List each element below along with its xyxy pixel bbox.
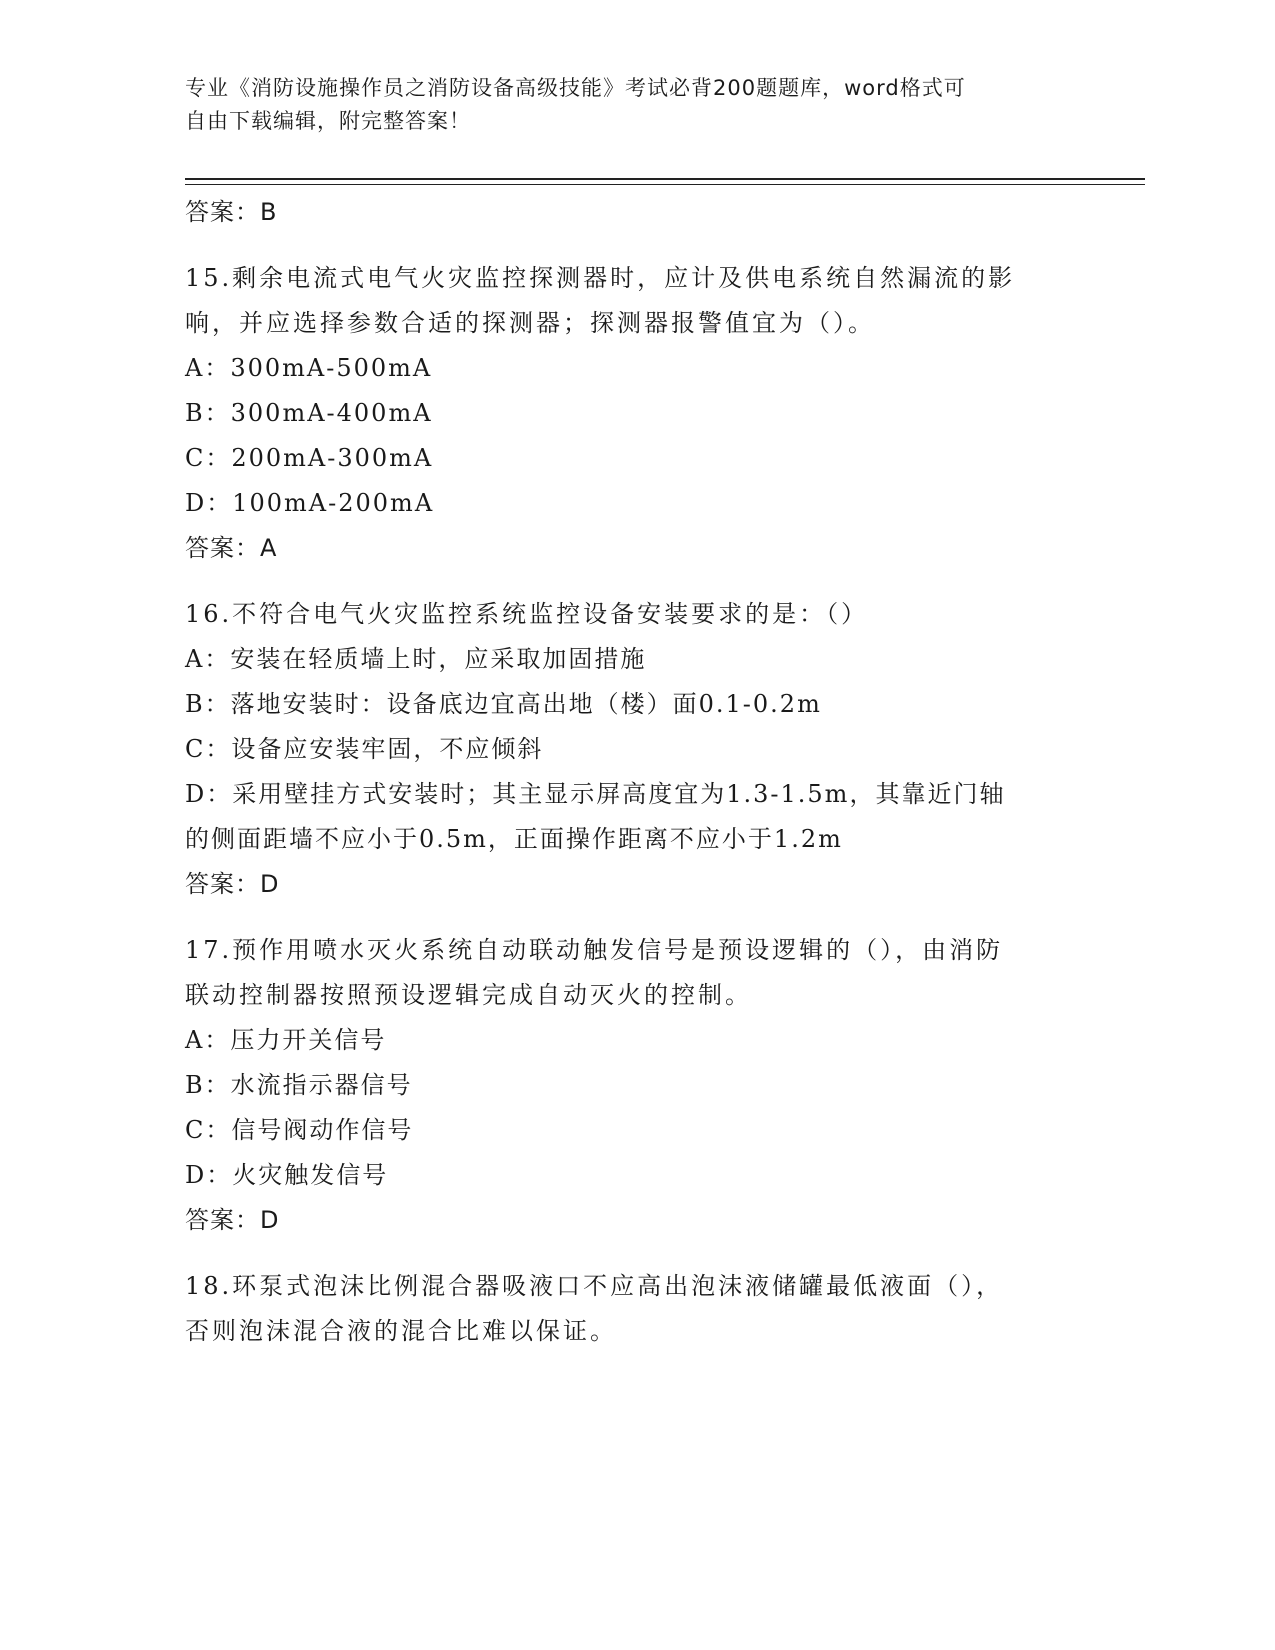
option-c: C：信号阀动作信号 bbox=[185, 1116, 414, 1144]
answer-line: 答案：B bbox=[185, 198, 278, 226]
option-b: B：水流指示器信号 bbox=[185, 1071, 413, 1099]
header-divider-thin bbox=[185, 184, 1145, 185]
answer-line: 答案：A bbox=[185, 534, 278, 562]
option-d: D：采用壁挂方式安装时；其主显示屏高度宜为1.3-1.5m，其靠近门轴 bbox=[185, 780, 1006, 808]
answer-line: 答案：D bbox=[185, 1206, 280, 1234]
option-d: D：100mA-200mA bbox=[185, 489, 435, 517]
question-18 bbox=[185, 1264, 1085, 1354]
option-c: C：设备应安装牢固，不应倾斜 bbox=[185, 735, 544, 763]
header-divider-thick bbox=[185, 178, 1145, 180]
option-b: B：300mA-400mA bbox=[185, 399, 433, 427]
option-a: A：安装在轻质墙上时，应采取加固措施 bbox=[185, 645, 647, 673]
option-a: A：压力开关信号 bbox=[185, 1026, 387, 1054]
question-17 bbox=[185, 928, 1085, 1242]
option-d-continued: 的侧面距墙不应小于0.5m，正面操作距离不应小于1.2m bbox=[185, 825, 843, 853]
option-c: C：200mA-300mA bbox=[185, 444, 434, 472]
question-content bbox=[185, 190, 1085, 1354]
question-text-line: 15.剩余电流式电气火灾监控探测器时，应计及供电系统自然漏流的影 bbox=[185, 264, 1016, 292]
question-text-line: 联动控制器按照预设逻辑完成自动灭火的控制。 bbox=[185, 981, 752, 1009]
question-text-line: 17.预作用喷水灭火系统自动联动触发信号是预设逻辑的（），由消防 bbox=[185, 936, 1004, 964]
option-d: D：火灾触发信号 bbox=[185, 1161, 389, 1189]
option-b: B：落地安装时：设备底边宜高出地（楼）面0.1-0.2m bbox=[185, 690, 822, 718]
question-text-line: 16.不符合电气火灾监控系统监控设备安装要求的是：（） bbox=[185, 600, 869, 628]
question-text-line: 否则泡沫混合液的混合比难以保证。 bbox=[185, 1317, 617, 1345]
header-line-1: 专业《消防设施操作员之消防设备高级技能》考试必背200题题库，word格式可 bbox=[185, 76, 966, 100]
question-16 bbox=[185, 592, 1085, 906]
header-line-2: 自由下载编辑，附完整答案！ bbox=[185, 109, 471, 133]
answer-line: 答案：D bbox=[185, 870, 280, 898]
option-a: A：300mA-500mA bbox=[185, 354, 433, 382]
question-text-line: 18.环泵式泡沫比例混合器吸液口不应高出泡沫液储罐最低液面（）， bbox=[185, 1272, 1004, 1300]
question-text-line: 响，并应选择参数合适的探测器；探测器报警值宜为（）。 bbox=[185, 309, 875, 337]
question-15 bbox=[185, 256, 1085, 570]
document-header bbox=[185, 72, 1065, 138]
